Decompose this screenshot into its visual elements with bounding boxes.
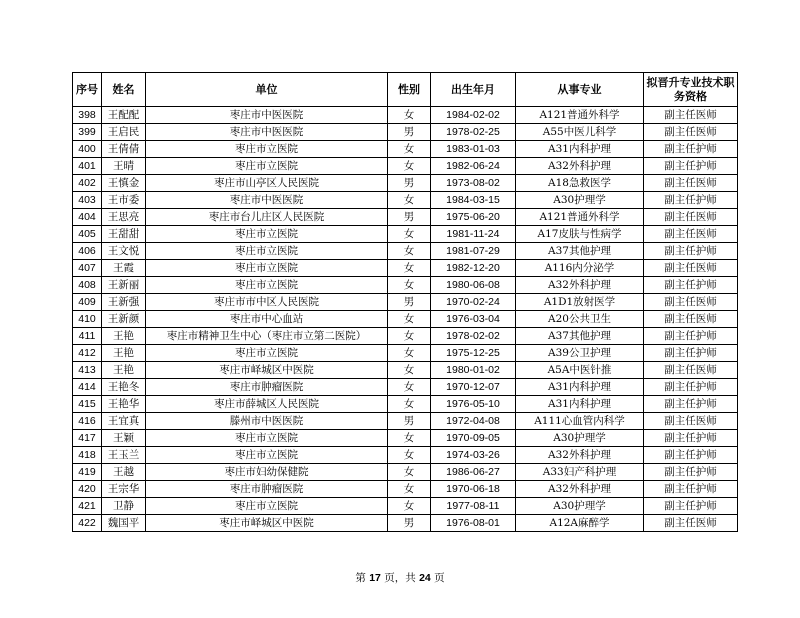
cell-birth: 1978-02-25 (431, 124, 516, 141)
cell-gender: 女 (388, 328, 431, 345)
cell-seq: 412 (73, 345, 102, 362)
cell-title: 副主任医师 (644, 515, 738, 532)
cell-title: 副主任护师 (644, 277, 738, 294)
cell-name: 王新颜 (102, 311, 146, 328)
cell-gender: 男 (388, 294, 431, 311)
cell-name: 王倩倩 (102, 141, 146, 158)
table-row (73, 413, 738, 430)
cell-birth: 1974-03-26 (431, 447, 516, 464)
cell-title: 副主任护师 (644, 328, 738, 345)
cell-gender: 女 (388, 158, 431, 175)
cell-seq: 422 (73, 515, 102, 532)
cell-title: 副主任医师 (644, 413, 738, 430)
cell-title: 副主任护师 (644, 481, 738, 498)
cell-unit: 枣庄市立医院 (146, 498, 388, 515)
cell-specialty: A32外科护理 (516, 158, 644, 175)
cell-birth: 1975-12-25 (431, 345, 516, 362)
cell-gender: 男 (388, 175, 431, 192)
header-specialty: 从事专业 (516, 73, 644, 107)
table-header-row (73, 73, 738, 107)
cell-unit: 枣庄市立医院 (146, 141, 388, 158)
cell-seq: 401 (73, 158, 102, 175)
cell-name: 王甜甜 (102, 226, 146, 243)
cell-specialty: A55中医儿科学 (516, 124, 644, 141)
cell-gender: 女 (388, 311, 431, 328)
cell-specialty: A20公共卫生 (516, 311, 644, 328)
cell-name: 王思亮 (102, 209, 146, 226)
cell-title: 副主任护师 (644, 396, 738, 413)
cell-seq: 419 (73, 464, 102, 481)
cell-unit: 枣庄市精神卫生中心（枣庄市立第二医院） (146, 328, 388, 345)
cell-seq: 409 (73, 294, 102, 311)
cell-name: 王艳华 (102, 396, 146, 413)
table-row (73, 396, 738, 413)
cell-unit: 枣庄市立医院 (146, 260, 388, 277)
cell-title: 副主任护师 (644, 192, 738, 209)
cell-title: 副主任医师 (644, 311, 738, 328)
cell-specialty: A31内科护理 (516, 141, 644, 158)
header-unit: 单位 (146, 73, 388, 107)
cell-unit: 枣庄市立医院 (146, 447, 388, 464)
cell-seq: 415 (73, 396, 102, 413)
cell-gender: 男 (388, 413, 431, 430)
table-row (73, 328, 738, 345)
cell-birth: 1978-02-02 (431, 328, 516, 345)
cell-title: 副主任医师 (644, 107, 738, 124)
cell-title: 副主任护师 (644, 430, 738, 447)
cell-gender: 女 (388, 243, 431, 260)
cell-unit: 枣庄市肿瘤医院 (146, 481, 388, 498)
cell-name: 王文悦 (102, 243, 146, 260)
table-row (73, 515, 738, 532)
cell-birth: 1975-06-20 (431, 209, 516, 226)
table-row (73, 260, 738, 277)
cell-unit: 枣庄市山亭区人民医院 (146, 175, 388, 192)
cell-specialty: A39公卫护理 (516, 345, 644, 362)
cell-seq: 407 (73, 260, 102, 277)
cell-name: 王玉兰 (102, 447, 146, 464)
table-row (73, 294, 738, 311)
cell-birth: 1976-03-04 (431, 311, 516, 328)
cell-seq: 414 (73, 379, 102, 396)
header-gender: 性别 (388, 73, 431, 107)
cell-unit: 枣庄市中心血站 (146, 311, 388, 328)
cell-unit: 枣庄市中医医院 (146, 107, 388, 124)
table-row (73, 379, 738, 396)
cell-seq: 402 (73, 175, 102, 192)
cell-gender: 女 (388, 260, 431, 277)
cell-specialty: A111心血管内科学 (516, 413, 644, 430)
cell-unit: 枣庄市立医院 (146, 345, 388, 362)
cell-name: 王颖 (102, 430, 146, 447)
page-prefix: 第 (355, 572, 366, 584)
cell-name: 王艳 (102, 328, 146, 345)
cell-gender: 女 (388, 379, 431, 396)
table-row (73, 498, 738, 515)
page-current: 17 (369, 572, 381, 584)
cell-name: 王新强 (102, 294, 146, 311)
table-body (73, 107, 738, 532)
cell-gender: 女 (388, 226, 431, 243)
cell-name: 王配配 (102, 107, 146, 124)
cell-seq: 418 (73, 447, 102, 464)
cell-seq: 408 (73, 277, 102, 294)
cell-gender: 女 (388, 396, 431, 413)
cell-unit: 枣庄市峄城区中医院 (146, 515, 388, 532)
cell-gender: 女 (388, 498, 431, 515)
cell-birth: 1981-11-24 (431, 226, 516, 243)
cell-seq: 406 (73, 243, 102, 260)
cell-birth: 1984-02-02 (431, 107, 516, 124)
cell-name: 魏国平 (102, 515, 146, 532)
cell-title: 副主任护师 (644, 158, 738, 175)
cell-seq: 420 (73, 481, 102, 498)
cell-birth: 1973-08-02 (431, 175, 516, 192)
cell-title: 副主任医师 (644, 260, 738, 277)
cell-birth: 1976-05-10 (431, 396, 516, 413)
cell-unit: 枣庄市立医院 (146, 158, 388, 175)
cell-seq: 399 (73, 124, 102, 141)
cell-name: 王艳 (102, 345, 146, 362)
cell-birth: 1980-06-08 (431, 277, 516, 294)
cell-unit: 枣庄市中医医院 (146, 192, 388, 209)
cell-name: 王宜真 (102, 413, 146, 430)
cell-unit: 枣庄市肿瘤医院 (146, 379, 388, 396)
cell-gender: 女 (388, 481, 431, 498)
cell-name: 王新丽 (102, 277, 146, 294)
cell-seq: 410 (73, 311, 102, 328)
cell-specialty: A30护理学 (516, 192, 644, 209)
cell-birth: 1986-06-27 (431, 464, 516, 481)
cell-unit: 枣庄市立医院 (146, 277, 388, 294)
header-seq: 序号 (73, 73, 102, 107)
cell-title: 副主任护师 (644, 345, 738, 362)
cell-seq: 411 (73, 328, 102, 345)
table-row (73, 124, 738, 141)
cell-birth: 1983-01-03 (431, 141, 516, 158)
cell-name: 王霞 (102, 260, 146, 277)
cell-name: 王启民 (102, 124, 146, 141)
page-suffix: 页 (434, 572, 445, 584)
cell-name: 王晴 (102, 158, 146, 175)
cell-seq: 413 (73, 362, 102, 379)
cell-seq: 398 (73, 107, 102, 124)
cell-gender: 男 (388, 515, 431, 532)
cell-gender: 女 (388, 345, 431, 362)
cell-seq: 400 (73, 141, 102, 158)
cell-seq: 403 (73, 192, 102, 209)
cell-specialty: A17皮肤与性病学 (516, 226, 644, 243)
page-total: 24 (419, 572, 431, 584)
table-row (73, 481, 738, 498)
cell-unit: 枣庄市妇幼保健院 (146, 464, 388, 481)
cell-gender: 女 (388, 447, 431, 464)
cell-name: 王越 (102, 464, 146, 481)
cell-title: 副主任护师 (644, 379, 738, 396)
cell-unit: 枣庄市立医院 (146, 226, 388, 243)
cell-title: 副主任护师 (644, 141, 738, 158)
cell-specialty: A30护理学 (516, 498, 644, 515)
cell-unit: 枣庄市中医医院 (146, 124, 388, 141)
cell-unit: 枣庄市立医院 (146, 430, 388, 447)
cell-gender: 女 (388, 141, 431, 158)
cell-title: 副主任护师 (644, 243, 738, 260)
cell-specialty: A18急救医学 (516, 175, 644, 192)
cell-specialty: A5A中医针推 (516, 362, 644, 379)
table-row (73, 311, 738, 328)
header-title: 拟晋升专业技术职务资格 (644, 73, 738, 107)
cell-name: 王慎金 (102, 175, 146, 192)
cell-gender: 女 (388, 277, 431, 294)
page-middle: 页，共 (384, 572, 416, 584)
cell-title: 副主任护师 (644, 464, 738, 481)
cell-specialty: A121普通外科学 (516, 107, 644, 124)
cell-gender: 女 (388, 107, 431, 124)
cell-seq: 416 (73, 413, 102, 430)
cell-gender: 男 (388, 124, 431, 141)
cell-gender: 女 (388, 192, 431, 209)
cell-unit: 滕州市中医医院 (146, 413, 388, 430)
cell-unit: 枣庄市市中区人民医院 (146, 294, 388, 311)
cell-name: 王艳冬 (102, 379, 146, 396)
cell-birth: 1976-08-01 (431, 515, 516, 532)
cell-title: 副主任医师 (644, 124, 738, 141)
cell-specialty: A32外科护理 (516, 447, 644, 464)
cell-birth: 1970-09-05 (431, 430, 516, 447)
cell-seq: 404 (73, 209, 102, 226)
cell-birth: 1984-03-15 (431, 192, 516, 209)
cell-title: 副主任护师 (644, 498, 738, 515)
cell-gender: 女 (388, 430, 431, 447)
cell-specialty: A32外科护理 (516, 277, 644, 294)
cell-birth: 1982-12-20 (431, 260, 516, 277)
cell-specialty: A1D1放射医学 (516, 294, 644, 311)
cell-name: 王宗华 (102, 481, 146, 498)
cell-birth: 1970-06-18 (431, 481, 516, 498)
table-row (73, 345, 738, 362)
table-row (73, 226, 738, 243)
cell-seq: 405 (73, 226, 102, 243)
cell-title: 副主任医师 (644, 362, 738, 379)
cell-birth: 1980-01-02 (431, 362, 516, 379)
cell-unit: 枣庄市峄城区中医院 (146, 362, 388, 379)
cell-title: 副主任医师 (644, 175, 738, 192)
cell-gender: 女 (388, 464, 431, 481)
cell-specialty: A37其他护理 (516, 328, 644, 345)
cell-specialty: A32外科护理 (516, 481, 644, 498)
cell-specialty: A31内科护理 (516, 396, 644, 413)
cell-name: 卫静 (102, 498, 146, 515)
table-row (73, 158, 738, 175)
cell-birth: 1972-04-08 (431, 413, 516, 430)
cell-specialty: A37其他护理 (516, 243, 644, 260)
cell-seq: 421 (73, 498, 102, 515)
cell-birth: 1970-02-24 (431, 294, 516, 311)
table-row (73, 447, 738, 464)
table-row (73, 464, 738, 481)
cell-gender: 女 (388, 362, 431, 379)
table-row (73, 175, 738, 192)
table-row (73, 209, 738, 226)
header-birth: 出生年月 (431, 73, 516, 107)
table-row (73, 277, 738, 294)
cell-birth: 1982-06-24 (431, 158, 516, 175)
cell-birth: 1977-08-11 (431, 498, 516, 515)
cell-name: 王市委 (102, 192, 146, 209)
cell-specialty: A12A麻醉学 (516, 515, 644, 532)
cell-title: 副主任护师 (644, 447, 738, 464)
cell-specialty: A31内科护理 (516, 379, 644, 396)
cell-name: 王艳 (102, 362, 146, 379)
cell-specialty: A33妇产科护理 (516, 464, 644, 481)
cell-unit: 枣庄市台儿庄区人民医院 (146, 209, 388, 226)
table-row (73, 192, 738, 209)
cell-title: 副主任医师 (644, 226, 738, 243)
cell-title: 副主任医师 (644, 294, 738, 311)
cell-birth: 1981-07-29 (431, 243, 516, 260)
cell-gender: 男 (388, 209, 431, 226)
roster-table (72, 72, 738, 532)
table-row (73, 243, 738, 260)
page-footer (0, 570, 800, 585)
cell-seq: 417 (73, 430, 102, 447)
table-row (73, 430, 738, 447)
cell-specialty: A116内分泌学 (516, 260, 644, 277)
table-row (73, 362, 738, 379)
cell-birth: 1970-12-07 (431, 379, 516, 396)
cell-unit: 枣庄市薛城区人民医院 (146, 396, 388, 413)
table-row (73, 141, 738, 158)
cell-specialty: A30护理学 (516, 430, 644, 447)
table-row (73, 107, 738, 124)
cell-title: 副主任医师 (644, 209, 738, 226)
header-name: 姓名 (102, 73, 146, 107)
cell-specialty: A121普通外科学 (516, 209, 644, 226)
cell-unit: 枣庄市立医院 (146, 243, 388, 260)
